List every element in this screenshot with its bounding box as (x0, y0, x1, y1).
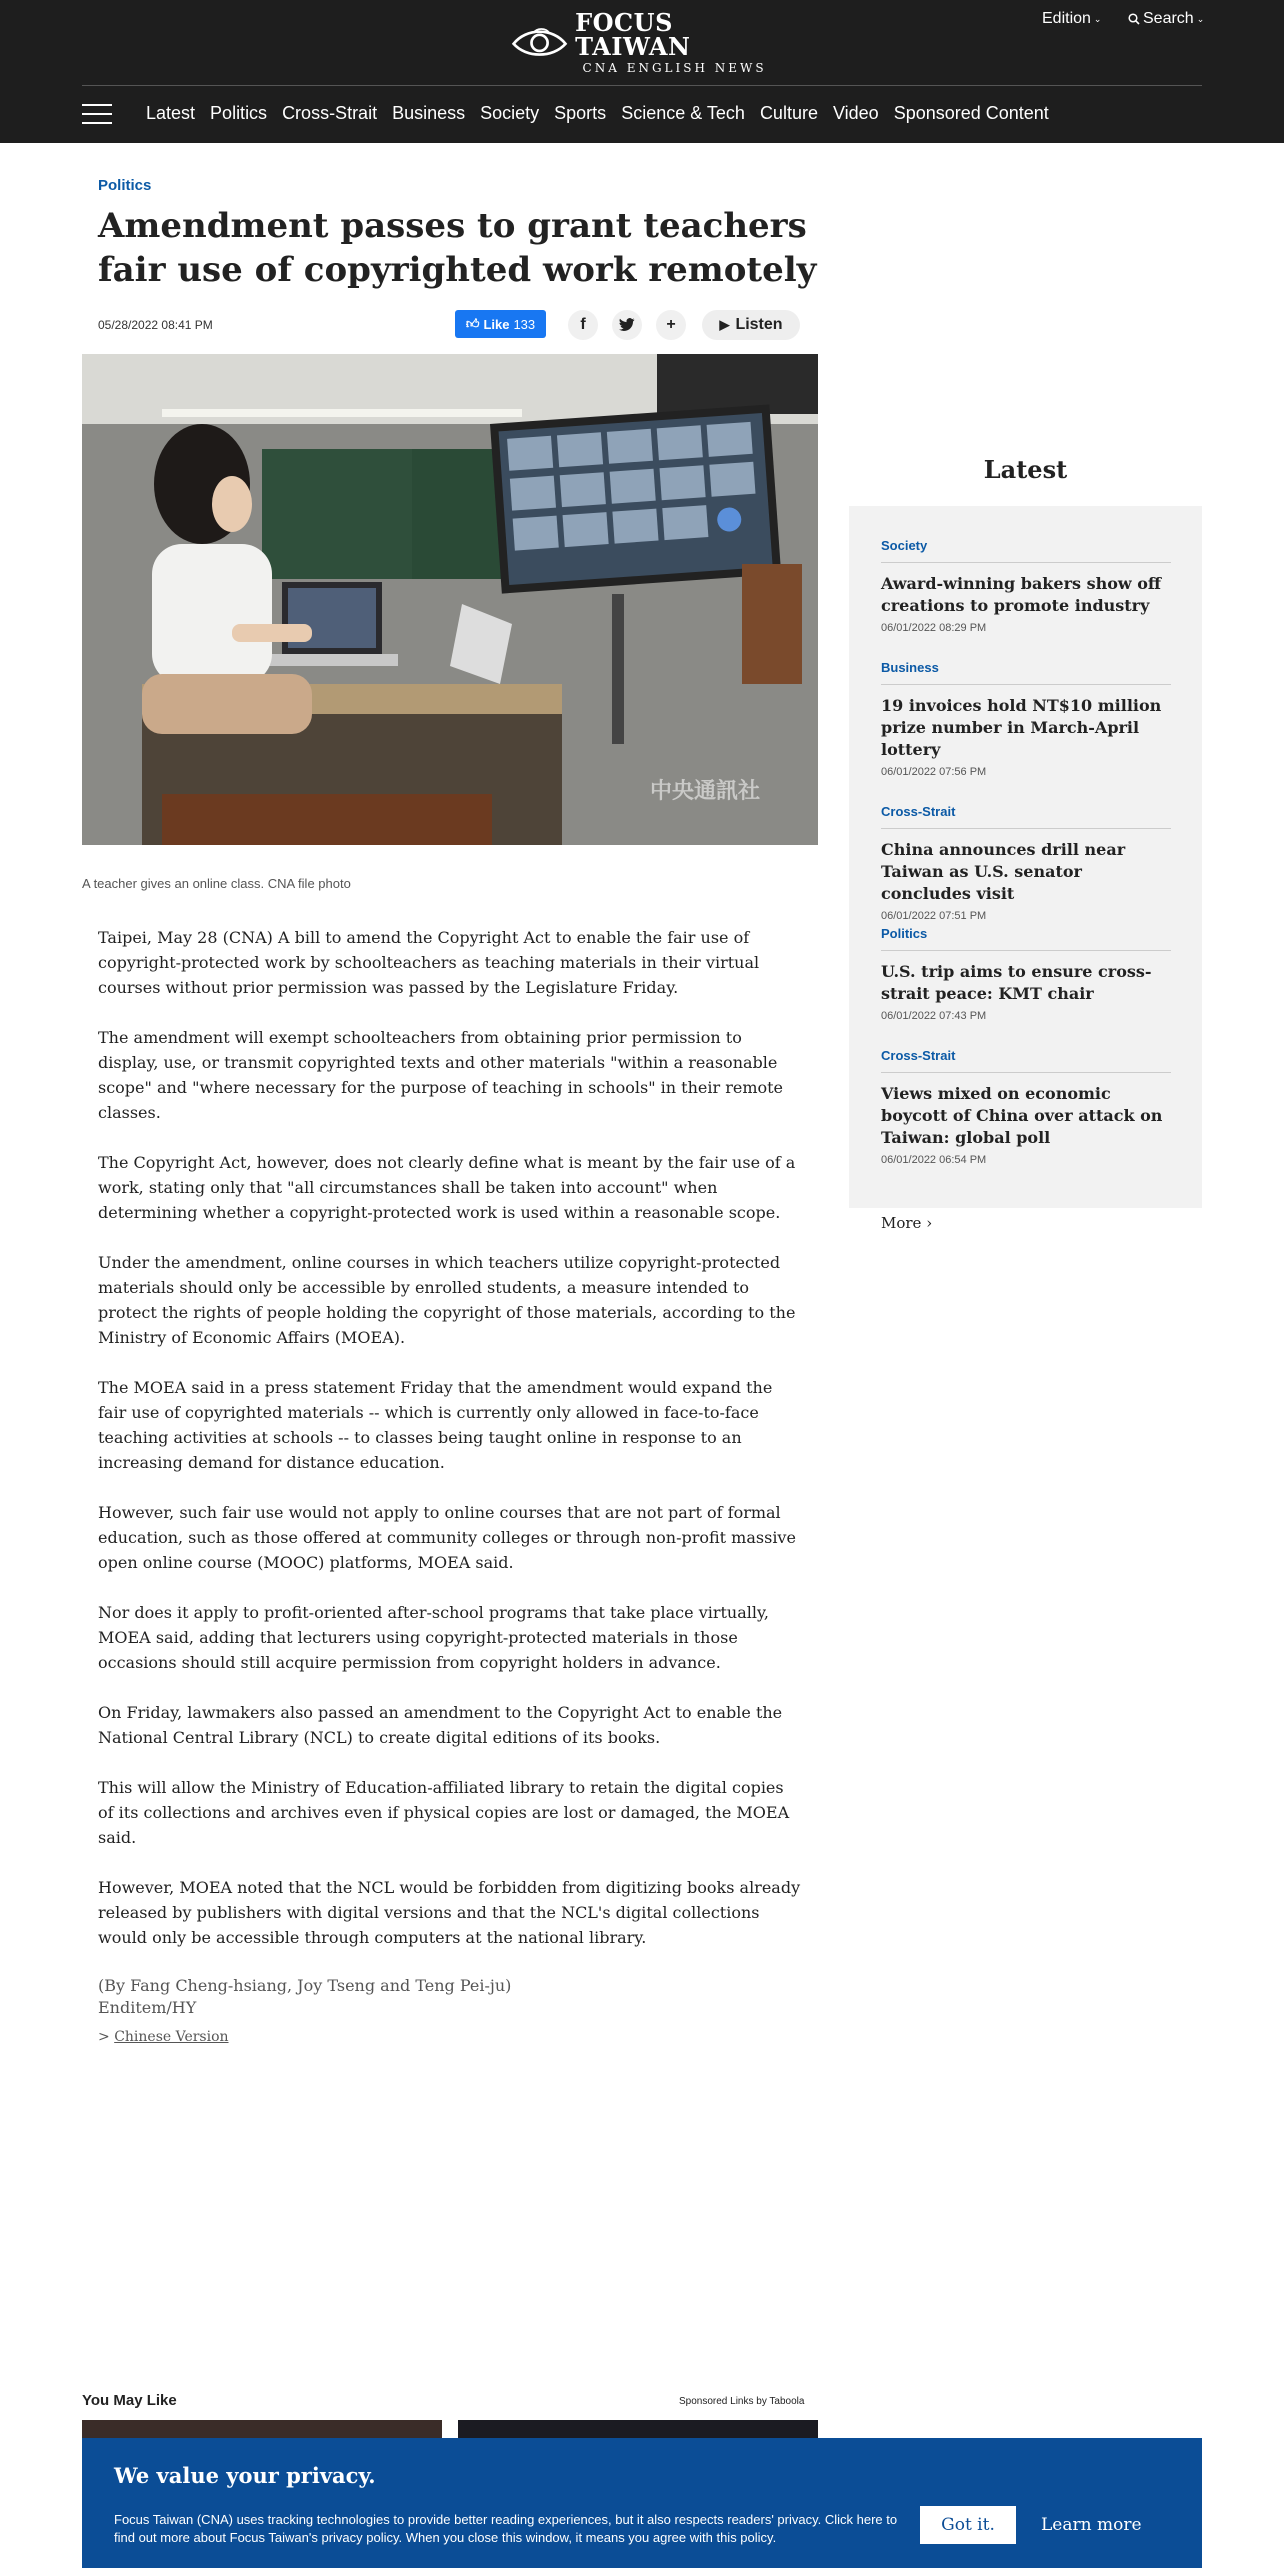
search-icon (1128, 13, 1140, 25)
privacy-heading: We value your privacy. (114, 2463, 376, 2488)
news-category[interactable]: Business (881, 660, 1171, 685)
hamburger-menu-icon[interactable] (82, 104, 112, 124)
news-headline[interactable]: U.S. trip aims to ensure cross-strait peace: KMT chair (881, 962, 1152, 1003)
news-headline[interactable]: Award-winning bakers show off creations to promote industry (881, 574, 1162, 615)
listen-button[interactable] (702, 310, 800, 340)
search-button[interactable] (1128, 10, 1204, 28)
article-paragraph: The Copyright Act, however, does not clearly define what is meant by the fair use of a work, stating only that "all circumstances shall be taken into account" when determining whether a copyright-protected work is used within a reasonable scope. (98, 1153, 796, 1222)
nav-item-cross-strait[interactable]: Cross-Strait (282, 103, 378, 123)
news-headline[interactable]: Views mixed on economic boycott of China over attack on Taiwan: global poll (881, 1084, 1163, 1147)
chevron-right-icon: › (926, 1214, 933, 1232)
news-time: 06/01/2022 07:51 PM (881, 910, 987, 922)
taboola-sponsored-label[interactable]: Sponsored Links by Taboola (679, 2396, 805, 2407)
article-paragraph: This will allow the Ministry of Education-affiliated library to retain the digital copies of its collections and archives even if physical copies are lost or damaged, the MOEA said. (98, 1778, 790, 1847)
like-count: 133 (513, 316, 536, 332)
focus-taiwan-logo[interactable] (510, 7, 774, 75)
edition-label: Edition (1042, 10, 1091, 27)
privacy-text: Focus Taiwan (CNA) uses tracking technologies to provide better reading experiences, but it also respects readers' privacy. Click here to find out more about Focus Taiwan's privacy policy. When you close this window, it means you agree with this policy. (114, 2512, 898, 2545)
news-headline[interactable]: 19 invoices hold NT$10 million prize number in March-April lottery (881, 696, 1162, 759)
article-date: 05/28/2022 08:41 PM (98, 318, 213, 332)
sponsored-thumbnail[interactable] (82, 2420, 442, 2440)
chinese-version-prefix: > (98, 2029, 110, 2045)
nav-item-sports[interactable]: Sports (554, 103, 607, 123)
chinese-version-link[interactable]: Chinese Version (114, 2029, 229, 2045)
article-title: Amendment passes to grant teachers fair use of copyrighted work remotely (98, 206, 817, 290)
listen-label: Listen (735, 316, 783, 333)
article-paragraph: Under the amendment, online courses in which teachers utilize copyright-protected materials should only be accessible by enrolled students, a measure intended to protect the rights of people holding the copyright of those materials, according to the Ministry of Economic Affairs (MOEA). (98, 1253, 796, 1347)
latest-news-item[interactable] (881, 804, 1171, 922)
got-it-button[interactable]: Got it. (920, 2506, 1016, 2544)
article-paragraph: On Friday, lawmakers also passed an amendment to the Copyright Act to enable the National Central Library (NCL) to create digital editions of its books. (98, 1703, 783, 1747)
latest-heading: Latest (983, 455, 1068, 484)
thumbs-up-icon: 👍︎ (465, 316, 480, 331)
article-paragraph: Nor does it apply to profit-oriented after-school programs that take place virtually, MOEA said, adding that lecturers using copyright-protected materials in those occasions should still acquire permission from copyright holders in advance. (98, 1603, 769, 1672)
you-may-like-heading: You May Like (82, 2392, 177, 2409)
chevron-down-icon: ⌄ (1196, 13, 1205, 24)
more-share-plus-icon[interactable]: + (656, 310, 686, 340)
photo-watermark: 中央通訊社 (650, 779, 761, 804)
site-header (0, 0, 1284, 143)
news-time: 06/01/2022 08:29 PM (881, 622, 987, 634)
nav-item-latest[interactable]: Latest (146, 103, 196, 123)
header-divider (82, 85, 1202, 86)
nav-item-business[interactable]: Business (392, 103, 466, 123)
latest-news-item[interactable] (881, 926, 1171, 1022)
more-link[interactable] (881, 1214, 932, 1232)
news-category[interactable]: Cross-Strait (881, 1048, 1171, 1073)
photo-caption: A teacher gives an online class. CNA file photo (82, 876, 351, 891)
facebook-share-icon[interactable]: f (568, 310, 598, 340)
like-label: Like (483, 316, 510, 332)
eye-logo-icon (510, 22, 569, 62)
learn-more-link[interactable]: Learn more (1041, 2515, 1142, 2535)
nav-item-culture[interactable]: Culture (759, 103, 818, 123)
nav-item-science-tech[interactable]: Science & Tech (621, 103, 745, 123)
article-category[interactable]: Politics (98, 177, 152, 194)
play-icon: ▶ (719, 317, 730, 332)
search-label: Search (1143, 10, 1194, 27)
sponsored-thumbnail[interactable] (458, 2420, 818, 2440)
chinese-version-link-row (98, 2025, 804, 2050)
article-enditem: Enditem/HY (98, 1998, 197, 2017)
nav-item-sponsored-content[interactable]: Sponsored Content (893, 103, 1049, 123)
facebook-like-button[interactable] (455, 310, 546, 338)
latest-news-item[interactable] (881, 538, 1171, 634)
latest-news-list (849, 506, 1202, 1208)
nav-item-politics[interactable]: Politics (210, 103, 268, 123)
nav-item-society[interactable]: Society (480, 103, 540, 123)
article-photo (82, 354, 818, 845)
twitter-share-icon[interactable] (612, 310, 642, 340)
main-nav (146, 103, 1064, 124)
logo-subtitle: CNA ENGLISH NEWS (582, 60, 767, 75)
article-paragraph: Taipei, May 28 (CNA) A bill to amend the Copyright Act to enable the fair use of copyright-protected work by schoolteachers as teaching materials in their virtual courses without prior permission was passed by the Legislature Friday. (98, 928, 760, 997)
article-byline: (By Fang Cheng-hsiang, Joy Tseng and Teng Pei-ju) (98, 1976, 512, 1995)
chevron-down-icon: ⌄ (1093, 13, 1102, 24)
news-time: 06/01/2022 07:43 PM (881, 1010, 987, 1022)
latest-news-item[interactable] (881, 660, 1171, 778)
privacy-banner (82, 2438, 1202, 2568)
article-paragraph: The MOEA said in a press statement Friday that the amendment would expand the fair use of copyrighted materials -- which is currently only allowed in face-to-face teaching activities at schools -- to classes being taught online in response to an increasing demand for distance education. (98, 1378, 773, 1472)
news-category[interactable]: Society (881, 538, 1171, 563)
article-body (98, 925, 804, 2050)
news-category[interactable]: Cross-Strait (881, 804, 1171, 829)
latest-news-item[interactable] (881, 1048, 1171, 1166)
news-time: 06/01/2022 07:56 PM (881, 766, 987, 778)
logo-title: FOCUS TAIWAN (575, 7, 691, 61)
article-paragraph: However, such fair use would not apply to online courses that are not part of formal education, such as those offered at community colleges or through non-profit massive open online course (MOOC) platforms, MOEA said. (98, 1503, 796, 1572)
article-paragraph: The amendment will exempt schoolteachers from obtaining prior permission to display, use, or transmit copyrighted texts and other materials "within a reasonable scope" and "where necessary for the purpose of teaching in schools" in their remote classes. (98, 1028, 784, 1122)
article-paragraph: However, MOEA noted that the NCL would be forbidden from digitizing books already released by publishers with digital versions and that the NCL's digital collections would only be accessible through computers at the national library. (98, 1878, 801, 1947)
more-label: More (881, 1214, 922, 1232)
edition-dropdown[interactable] (1042, 10, 1101, 28)
nav-item-video[interactable]: Video (832, 103, 879, 123)
news-time: 06/01/2022 06:54 PM (881, 1154, 987, 1166)
news-headline[interactable]: China announces drill near Taiwan as U.S. senator concludes visit (881, 840, 1126, 903)
news-category[interactable]: Politics (881, 926, 1171, 951)
